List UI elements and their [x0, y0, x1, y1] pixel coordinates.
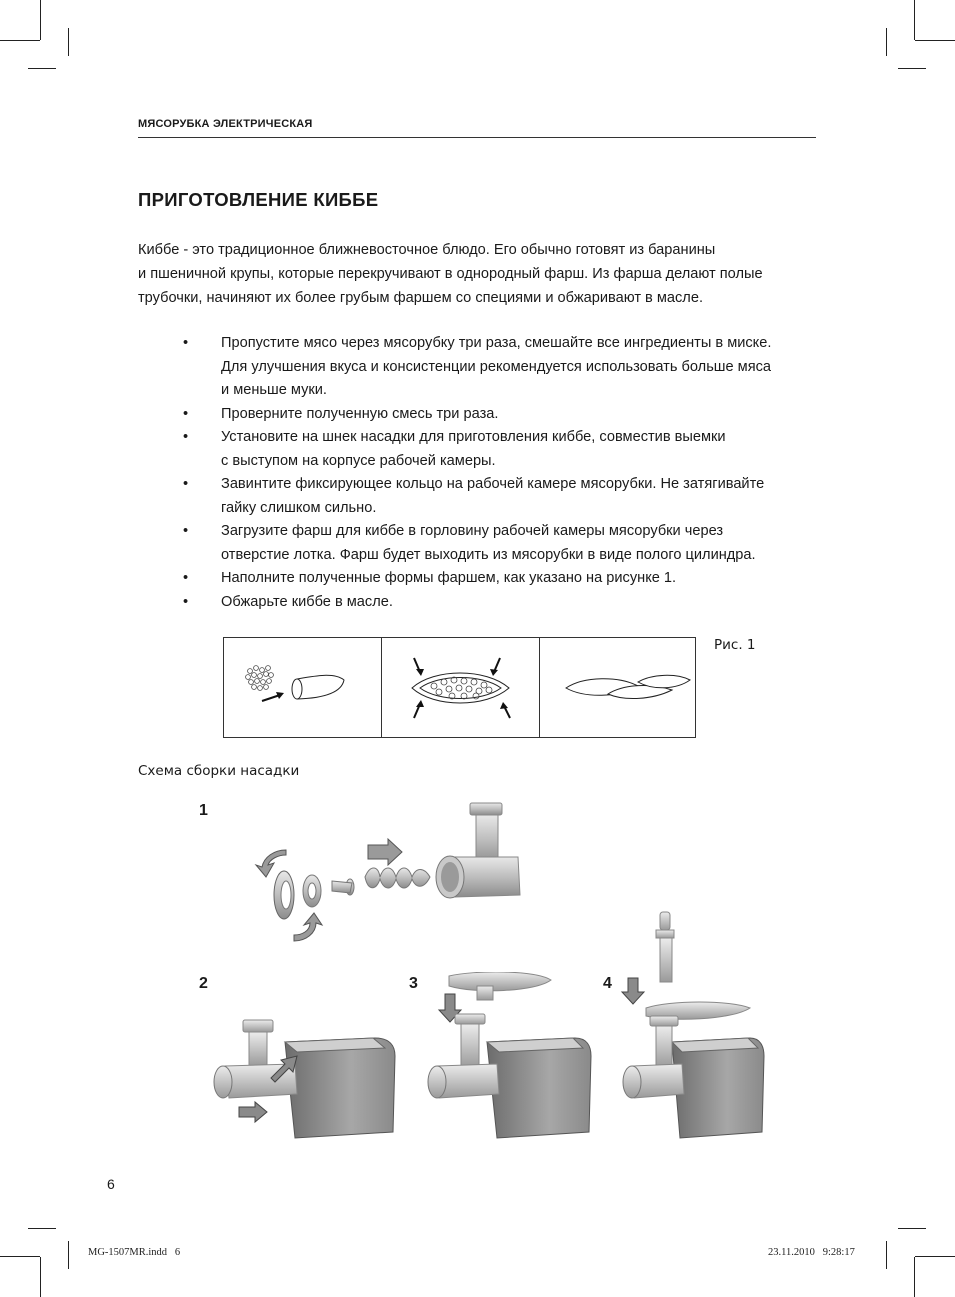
list-item-line: Завинтите фиксирующее кольцо на рабочей камере мясорубки. Не затягивайте — [221, 476, 765, 492]
step-number-1: 1 — [199, 802, 208, 819]
crop-mark — [28, 1228, 56, 1229]
crop-mark — [898, 68, 926, 69]
figure-1-panel — [223, 637, 696, 738]
list-item-line: Установите на шнек насадки для приготовления киббе, совместив выемки — [221, 429, 726, 445]
intro-line: и пшеничной крупы, которые перекручивают в однородный фарш. Из фарша делают полые — [138, 266, 763, 282]
list-item — [183, 332, 823, 403]
step-number-3: 3 — [409, 975, 418, 992]
kibbe-shaping-illustration — [224, 638, 695, 737]
bullet-symbol: • — [183, 429, 189, 445]
bullet-symbol: • — [183, 523, 189, 539]
list-item-line: Для улучшения вкуса и консистенции рекомендуется использовать больше мяса — [221, 358, 772, 375]
crop-mark — [914, 0, 915, 40]
crop-mark — [915, 1256, 955, 1257]
meat-grinder-step-4-illustration — [620, 910, 765, 1152]
meat-grinder-step-2-illustration — [205, 1012, 405, 1152]
assembly-caption: Схема сборки насадки — [138, 763, 300, 779]
bullet-symbol: • — [183, 335, 189, 351]
bullet-symbol: • — [183, 476, 189, 492]
crop-mark — [68, 1241, 69, 1269]
list-item-line: отверстие лотка. Фарш будет выходить из мясорубки в виде полого цилиндра. — [221, 546, 756, 563]
list-item-line: Загрузите фарш для киббе в горловину рабочей камеры мясорубки через — [221, 523, 724, 539]
list-item-line: Пропустите мясо через мясорубку три раза, смешайте все ингредиенты в миске. — [221, 335, 772, 351]
crop-mark — [914, 1257, 915, 1297]
step-number-4: 4 — [603, 975, 612, 992]
crop-mark — [40, 0, 41, 40]
instruction-list — [183, 332, 823, 614]
page-number: 6 — [107, 1176, 115, 1192]
list-item-line: Наполните полученные формы фаршем, как указано на рисунке 1. — [221, 570, 677, 586]
crop-mark — [886, 1241, 887, 1269]
list-item — [183, 567, 823, 591]
crop-mark — [898, 1228, 926, 1229]
intro-line: Киббе - это традиционное ближневосточное блюдо. Его обычно готовят из баранины — [138, 242, 716, 258]
crop-mark — [28, 68, 56, 69]
header-rule — [138, 137, 816, 138]
list-item — [183, 473, 823, 520]
list-item — [183, 426, 823, 473]
list-item-line: и меньше муки. — [221, 382, 327, 398]
list-item — [183, 403, 823, 427]
step-number-2: 2 — [199, 975, 208, 992]
running-header: МЯСОРУБКА ЭЛЕКТРИЧЕСКАЯ — [138, 118, 313, 130]
intro-paragraph — [138, 238, 818, 310]
exploded-assembly-illustration — [250, 795, 530, 945]
meat-grinder-step-3-illustration — [425, 972, 595, 1152]
figure-label: Рис. 1 — [714, 637, 756, 653]
crop-mark — [886, 28, 887, 56]
section-title: ПРИГОТОВЛЕНИЕ КИББЕ — [138, 189, 379, 210]
file-slug: MG-1507MR.indd 6 — [88, 1247, 181, 1258]
crop-mark — [0, 1256, 40, 1257]
intro-line: трубочки, начиняют их более грубым фаршем со специями и обжаривают в масле. — [138, 290, 703, 306]
crop-mark — [40, 1257, 41, 1297]
bullet-symbol: • — [183, 593, 189, 610]
bullet-symbol: • — [183, 405, 189, 422]
list-item-line: с выступом на корпусе рабочей камеры. — [221, 452, 496, 469]
list-item-line: Обжарьте киббе в масле. — [221, 593, 393, 610]
crop-mark — [915, 40, 955, 41]
list-item-line: Проверните полученную смесь три раза. — [221, 405, 499, 422]
list-item — [183, 591, 823, 615]
crop-mark — [68, 28, 69, 56]
print-timestamp: 23.11.2010 9:28:17 — [768, 1247, 855, 1258]
list-item-line: гайку слишком сильно. — [221, 499, 377, 516]
list-item — [183, 520, 823, 567]
bullet-symbol: • — [183, 570, 189, 586]
crop-mark — [0, 40, 40, 41]
